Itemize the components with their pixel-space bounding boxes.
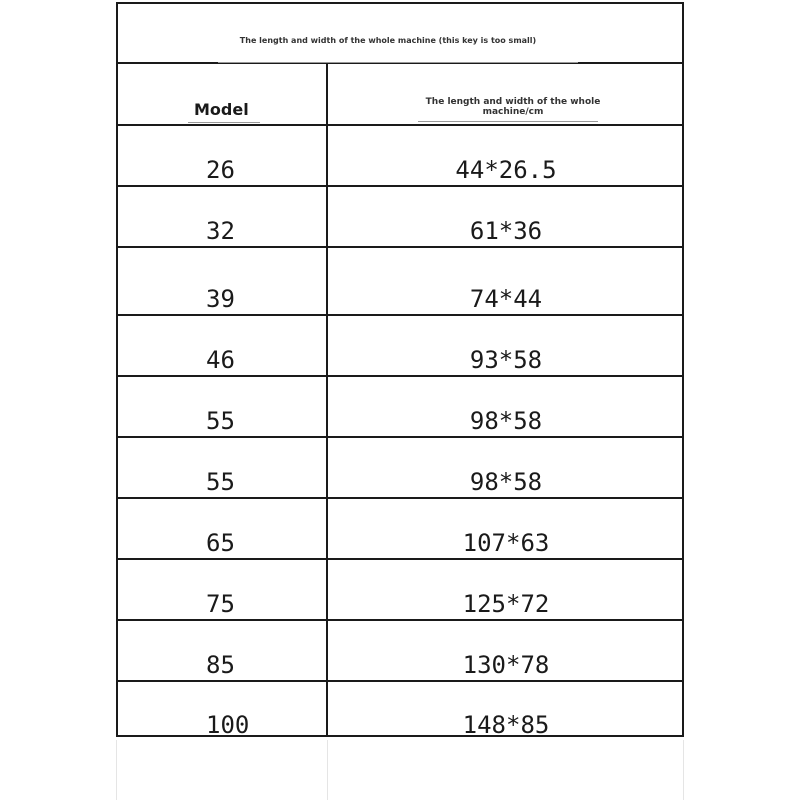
cell-model: 32 [206, 217, 235, 245]
table-row [118, 187, 682, 248]
cell-model: 46 [206, 346, 235, 374]
cell-model: 85 [206, 651, 235, 679]
table-row [118, 560, 682, 621]
cell-model: 55 [206, 407, 235, 435]
table-row [118, 126, 682, 187]
cell-model: 100 [206, 711, 250, 739]
cell-dimensions: 98*58 [469, 407, 543, 435]
cell-model: 39 [206, 285, 235, 313]
cell-dimensions: 98*58 [469, 468, 543, 496]
cell-dimensions: 61*36 [469, 217, 543, 245]
table-row [118, 682, 682, 740]
cell-dimensions: 125*72 [462, 590, 550, 618]
cell-model: 65 [206, 529, 235, 557]
table-title-row [118, 4, 682, 64]
table-body [118, 126, 682, 740]
size-table [116, 2, 684, 737]
table-row [118, 248, 682, 316]
table-row [118, 499, 682, 560]
header-model-underline [188, 122, 260, 123]
table-row [118, 316, 682, 377]
cell-model: 26 [206, 156, 235, 184]
cell-dimensions: 93*58 [469, 346, 543, 374]
cell-dimensions: 74*44 [469, 285, 543, 313]
cell-model: 75 [206, 590, 235, 618]
table-header-row [118, 64, 682, 126]
cell-model: 55 [206, 468, 235, 496]
title-underline [218, 62, 578, 63]
faded-column-divider [327, 740, 328, 800]
cell-dimensions: 148*85 [462, 711, 550, 739]
cell-dimensions: 130*78 [462, 651, 550, 679]
faded-table-extension [116, 740, 684, 800]
table-row [118, 621, 682, 682]
table-row [118, 377, 682, 438]
header-dimensions-underline [418, 121, 598, 122]
table-title: The length and width of the whole machine (this key is too small) [239, 36, 537, 45]
cell-dimensions: 107*63 [462, 529, 550, 557]
table-row [118, 438, 682, 499]
header-dimensions: The length and width of the whole machine/cm [425, 97, 601, 117]
header-model: Model [194, 100, 249, 119]
cell-dimensions: 44*26.5 [455, 156, 557, 184]
